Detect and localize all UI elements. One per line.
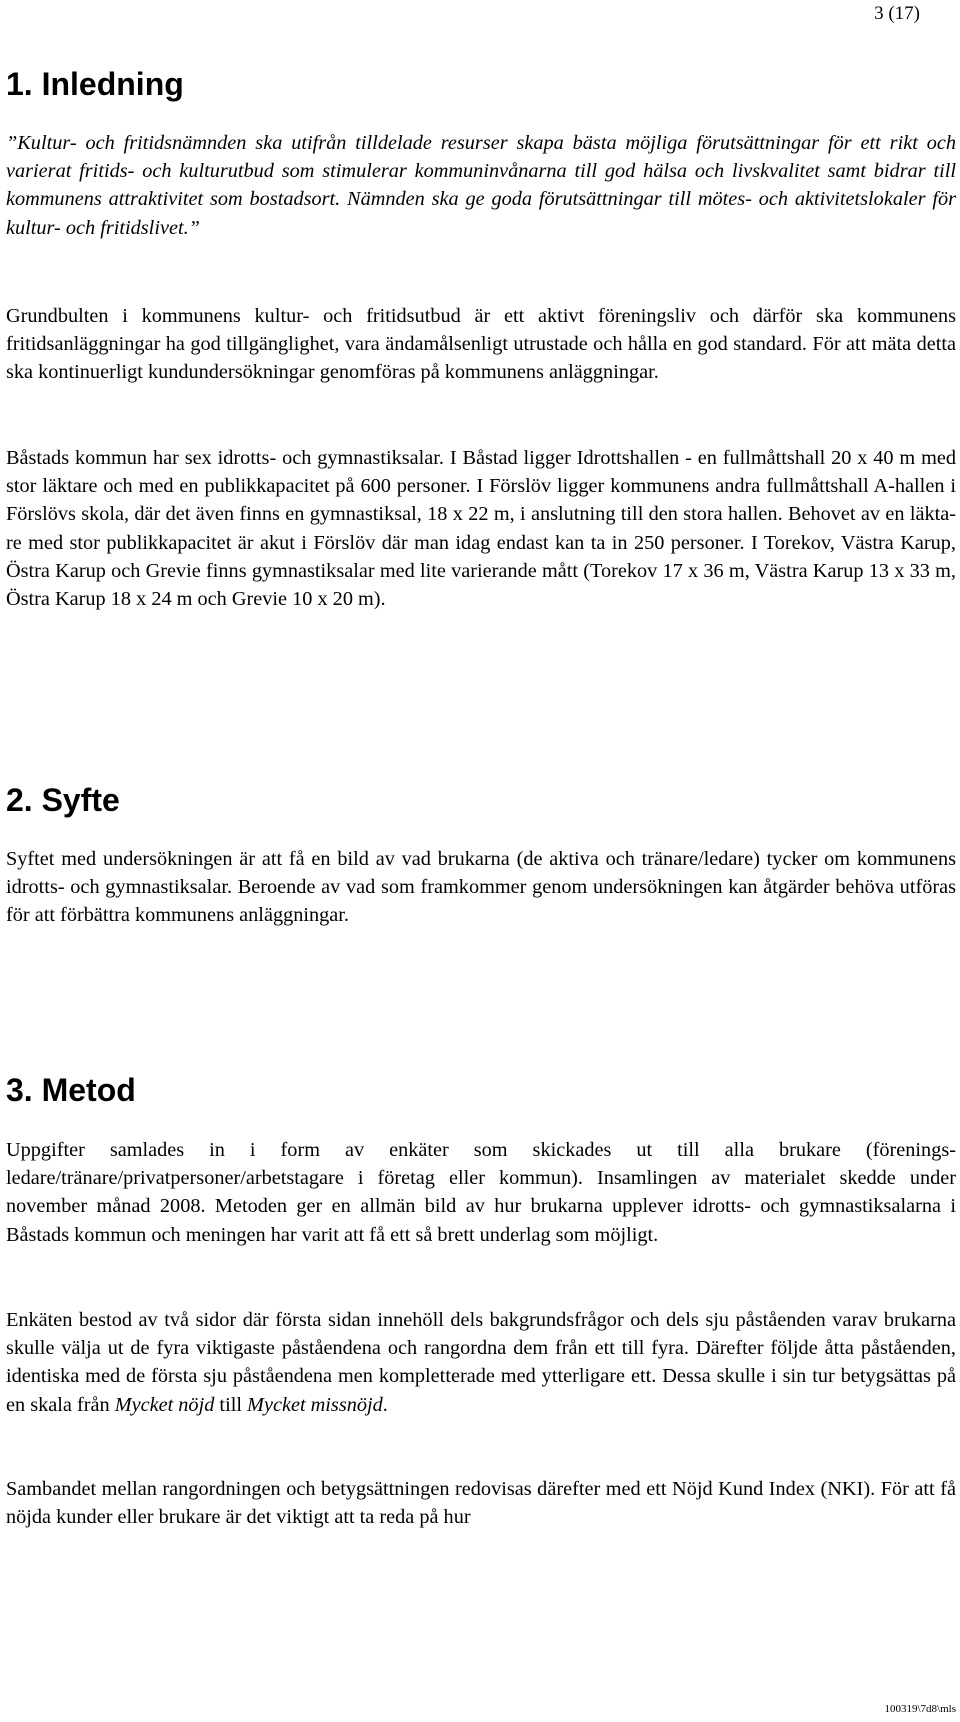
page-number: 3 (17) <box>874 3 920 24</box>
intro-quote: ”Kultur- och fritidsnämnden ska utifrån tilldelade resurser skapa bästa möjliga förutsättningar för ett rikt och varierat fritids- och kulturutbud som stimulerar kommuninvånarna till god hälsa och livskvalitet samt bidrar till kommunens attraktivitet som bostadsort. Nämnden ska ge goda förutsättningar till mötes- och aktivitetslokaler för kultur- och fritidslivet.” <box>6 132 956 239</box>
document-code: 100319\7d8\mls <box>884 1703 956 1715</box>
scale-label-very-dissatisfied: Mycket missnöjd <box>247 1393 383 1416</box>
heading-inledning: 1. Inledning <box>6 66 184 102</box>
scale-label-very-satisfied: Mycket nöjd <box>114 1393 215 1416</box>
method-paragraph-1: Uppgifter samlades in i form av enkäter som skickades ut till alla brukare (föreningsledare/tränare/privatpersoner/arbetstagare i företag eller kommun). Insamlingen av materialet skedde under november månad 2008. Metoden ger en allmän bild av hur brukarna upplever idrotts- och gymnastiksalarna i Båstads kommun och meningen har varit att få ett så brett underlag som möjligt. <box>6 1139 956 1246</box>
method-paragraph-2-connector: till <box>214 1393 248 1416</box>
method-paragraph-3: Sambandet mellan rangordningen och betygsättningen redovisas därefter med ett Nöjd Kund Index (NKI). För att få nöjda kunder eller brukare är det viktigt att ta reda på hur <box>6 1478 956 1529</box>
method-paragraph-2-text: Enkäten bestod av två sidor där första sidan innehöll dels bakgrundsfrågor och dels sju påståenden varav brukarna skulle välja ut de fyra viktigaste påståendena och rangordna dem från ett till fyra. Därefter följde åtta påståenden, identiska med de första sju påståendena men kompletterade med ytterligare ett. Dessa skulle i sin tur betygsättas på en skala från <box>6 1309 956 1416</box>
purpose-paragraph: Syftet med undersökningen är att få en bild av vad brukarna (de aktiva och tränare/ledare) tycker om kommunens idrotts- och gymnastiksalar. Beroende av vad som framkommer genom undersökningen kan åtgärder behöva utföras för att förbättra kommunens anläggningar. <box>6 848 956 927</box>
heading-metod: 3. Metod <box>6 1072 136 1108</box>
method-paragraph-2-end: . <box>382 1393 388 1416</box>
intro-paragraph-2: Båstads kommun har sex idrotts- och gymnastiksalar. I Båstad ligger Idrottshallen - en fullmåttshall 20 x 40 m med stor läktare och med en publikkapacitet på 600 personer. I Förslöv ligger kommunens andra fullmåttshall A-hallen i Förslövs skola, där det även finns en gymnastiksal, 18 x 22 m, i anslutning till den stora hallen. Behovet av en läktare med stor publikkapacitet är akut i Förslöv där man idag endast kan ta in 250 personer. I Torekov, Västra Karup, Östra Karup och Grevie finns gymnastiksalar med lite varierande mått (Torekov 17 x 36 m, Västra Karup 13 x 33 m, Östra Karup 18 x 24 m och Grevie 10 x 20 m). <box>6 447 956 611</box>
method-paragraph-2 <box>6 1306 956 1419</box>
heading-syfte: 2. Syfte <box>6 782 120 818</box>
intro-paragraph-1: Grundbulten i kommunens kultur- och fritidsutbud är ett aktivt föreningsliv och därför ska kommunens fritidsanläggningar ha god tillgänglighet, vara ändamålsenligt utrustade och hålla en god standard. För att mäta detta ska kontinuerligt kundundersökningar genomföras på kommunens anläggningar. <box>6 305 956 384</box>
